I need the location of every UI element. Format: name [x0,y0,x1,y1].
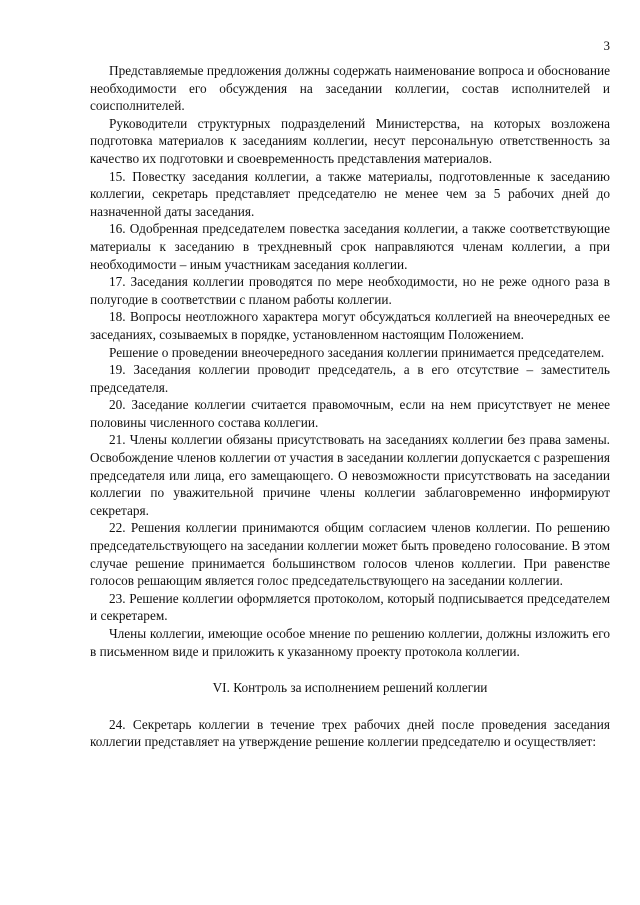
paragraph-item-23: 23. Решение коллегии оформляется протоколом, который подписывается председателем и секретарем. [90,590,610,624]
paragraph-item-24: 24. Секретарь коллегии в течение трех рабочих дней после проведения заседания коллегии представляет на утверждение решение коллегии председателю и осуществляет: [90,716,610,750]
paragraph: Представляемые предложения должны содержать наименование вопроса и обоснование необходимости его обсуждения на заседании коллегии, состав исполнителей и соисполнителей. [90,63,610,114]
page-number: 3 [603,38,610,53]
paragraph: Решение о проведении внеочередного заседания коллегии принимается председателем. [109,344,605,360]
paragraph-item-20: 20. Заседание коллегии считается правомочным, если на нем присутствует не менее половины численного состава коллегии. [90,397,610,430]
paragraph-item-15: 15. Повестку заседания коллегии, а также материалы, подготовленные к заседанию коллегии, секретарь представляет председателю не менее чем за 5 рабочих дней до назначенной даты заседания. [90,168,610,219]
document-body [90,62,610,751]
paragraph-item-22: 22. Решения коллегии принимаются общим согласием членов коллегии. По решению председательствующего на заседании коллегии может быть проведено голосование. В этом случае решение принимается большинством голосов членов коллегии. При равенстве голосов решающим является голос председательствующего на заседании коллегии. [90,520,610,589]
paragraph-item-19: 19. Заседания коллегии проводит председатель, а в его отсутствие – заместитель председателя. [90,362,610,395]
paragraph-item-21: 21. Члены коллегии обязаны присутствовать на заседаниях коллегии без права замены. Освобождение членов коллегии от участия в заседании коллегии допускается с разрешения председателя или лица, его замещающего. О невозможности присутствовать на заседании коллегии по уважительной причине члены коллегии заблаговременно информируют секретаря. [90,432,610,518]
paragraph-item-18: 18. Вопросы неотложного характера могут обсуждаться коллегией на внеочередных ее заседаниях, созываемых в порядке, установленном настоящим Положением. [90,309,610,342]
paragraph-item-16: 16. Одобренная председателем повестка заседания коллегии, а также соответствующие материалы к заседанию в трехдневный срок направляются членам коллегии, а при необходимости – иным участникам заседания коллегии. [90,221,610,272]
paragraph-item-17: 17. Заседания коллегии проводятся по мере необходимости, но не реже одного раза в полугодие в соответствии с планом работы коллегии. [90,274,610,307]
section-heading: VI. Контроль за исполнением решений коллегии [212,680,488,696]
paragraph: Члены коллегии, имеющие особое мнение по решению коллегии, должны изложить его в письменном виде и приложить к указанному проекту протокола коллегии. [90,626,610,659]
paragraph: Руководители структурных подразделений Министерства, на которых возложена подготовка материалов к заседаниям коллегии, несут персональную ответственность за качество их подготовки и своевременность представления материалов. [90,115,610,166]
